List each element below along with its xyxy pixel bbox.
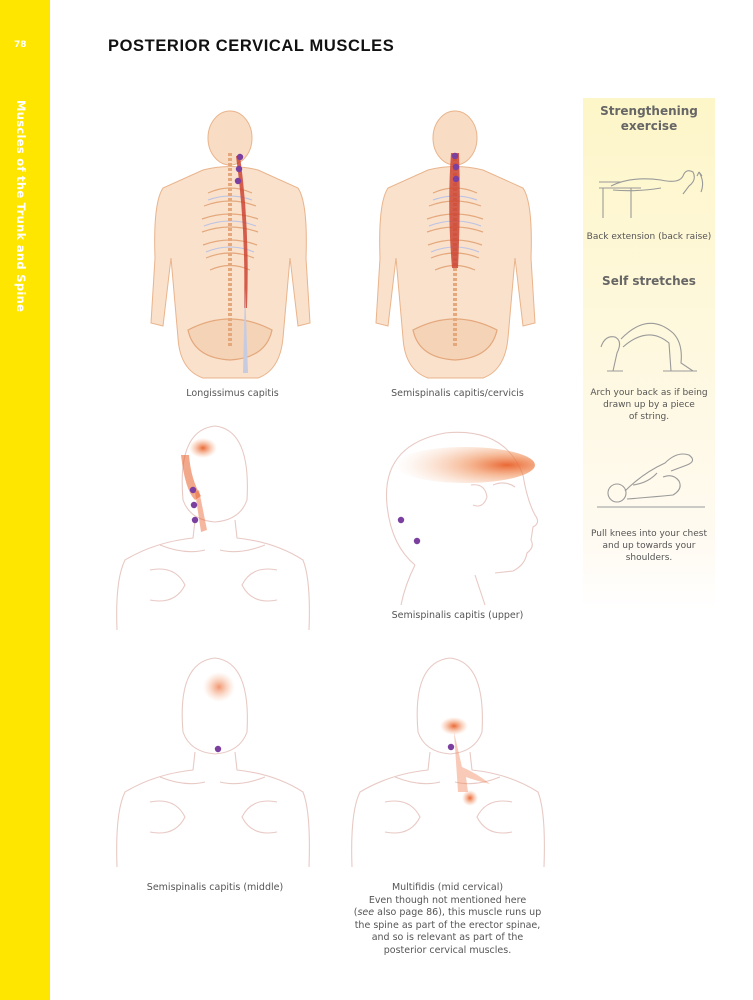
multifidis-note-line1: Even though not mentioned here [368, 894, 527, 906]
multifidis-note-see: see [357, 907, 375, 918]
page-number: 78 [14, 40, 27, 50]
caption-semispinalis-middle: Semispinalis capitis (middle) [146, 882, 284, 893]
trigger-point [192, 517, 198, 523]
longissimus-referral-figure [115, 420, 310, 630]
self-stretches-heading: Self stretches [602, 274, 696, 288]
multifidis-title: Multifidis (mid cervical) [391, 882, 504, 893]
multifidis-note-line2-rest: also page 86), this muscle runs up [374, 907, 542, 918]
page-title: POSTERIOR CERVICAL MUSCLES [108, 37, 395, 55]
knees-to-chest-stretch-illustration [593, 443, 708, 515]
trigger-point [237, 154, 243, 160]
caption-multifidis [335, 882, 560, 957]
trigger-point [453, 164, 459, 170]
caption-semispinalis-upper: Semispinalis capitis (upper) [391, 610, 524, 621]
trigger-point [414, 538, 420, 544]
semispinalis-upper-referral-figure [375, 425, 545, 605]
trigger-point [453, 176, 459, 182]
section-sidebar [0, 0, 50, 1000]
longissimus-skeleton-figure [148, 108, 313, 383]
exercise-panel [583, 98, 715, 610]
trigger-point [190, 487, 196, 493]
trigger-point [448, 744, 454, 750]
stretch2-caption-line1: Pull knees into your chest [591, 529, 707, 539]
multifidis-referral-figure [350, 652, 545, 872]
semispinalis-middle-referral-figure [115, 652, 310, 872]
trigger-point [452, 153, 458, 159]
multifidis-note-line3: the spine as part of the erector spinae, [354, 919, 541, 931]
strengthening-heading [583, 104, 715, 134]
trigger-point [215, 746, 221, 752]
multifidis-note-line2: (see also page 86), this muscle runs up [353, 907, 542, 918]
strength-caption: Back extension (back raise) [586, 232, 712, 242]
stretch1-caption [585, 387, 713, 423]
trigger-point [236, 166, 242, 172]
back-extension-illustration [591, 158, 709, 224]
caption-longissimus: Longissimus capitis [186, 388, 279, 399]
stretch2-caption [585, 528, 713, 564]
stretch2-caption-line3: shoulders. [625, 553, 673, 563]
back-arch-stretch-illustration [593, 313, 708, 375]
multifidis-note-line5: posterior cervical muscles. [383, 944, 512, 956]
semispinalis-skeleton-figure [373, 108, 538, 383]
stretch1-caption-line3: of string. [628, 412, 670, 422]
stretch1-caption-line1: Arch your back as if being [590, 388, 708, 398]
section-title: Muscles of the Trunk and Spine [14, 100, 28, 313]
stretch2-caption-line2: and up towards your [602, 541, 696, 551]
stretch1-caption-line2: drawn up by a piece [603, 400, 695, 410]
trigger-point [191, 502, 197, 508]
trigger-point [235, 178, 241, 184]
strengthening-heading-line2: exercise [620, 119, 678, 133]
multifidis-note-line4: and so is relevant as part of the [371, 932, 524, 943]
caption-semispinalis-capitis-cervicis: Semispinalis capitis/cervicis [391, 388, 524, 399]
strengthening-heading-line1: Strengthening [600, 104, 698, 118]
trigger-point [398, 517, 404, 523]
